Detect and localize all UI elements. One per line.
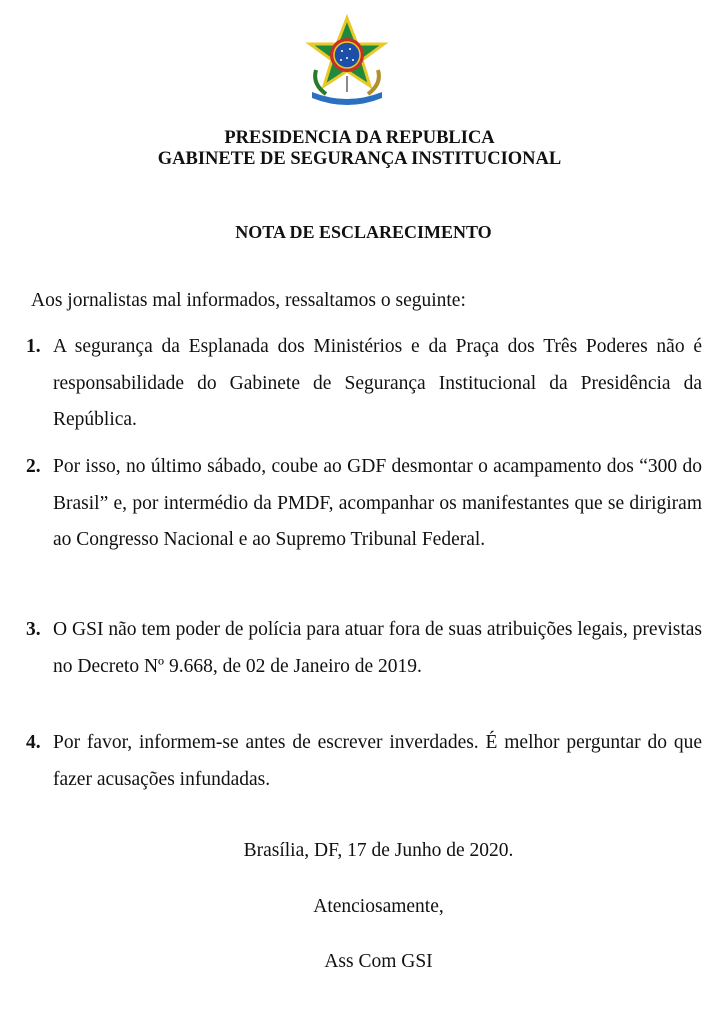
place-date-line [0,840,727,862]
list-item-1 [26,329,702,439]
header-line-cabinet: GABINETE DE SEGURANÇA INSTITUCIONAL [157,149,562,169]
list-item-number: 2. [26,456,41,477]
salutation-line [0,896,727,918]
list-item-text: O GSI não tem poder de polícia para atuar fora de suas atribuições legais, previstas no Decreto Nº 9.668, de 02 de Janeiro de 2019. [53,619,702,677]
list-item-3 [26,612,702,685]
note-title: NOTA DE ESCLARECIMENTO [235,222,492,242]
signature-line [0,951,727,973]
salutation: Atenciosamente, [313,896,444,917]
list-item-text: Por favor, informem-se antes de escrever inverdades. É melhor perguntar do que fazer acusações infundadas. [53,732,702,790]
place-date: Brasília, DF, 17 de Junho de 2020. [243,840,514,861]
list-item-text: Por isso, no último sábado, coube ao GDF desmontar o acampamento dos “300 do Brasil” e, por intermédio da PMDF, acompanhar os manifestantes que se dirigiram ao Congresso Nacional e ao Supremo Tribunal Federal. [53,456,702,550]
list-item-number: 3. [26,619,41,640]
intro-paragraph: Aos jornalistas mal informados, ressaltamos o seguinte: [31,290,466,311]
header-line-presidency: PRESIDENCIA DA REPUBLICA [224,128,495,148]
list-item-number: 4. [26,732,41,753]
signature: Ass Com GSI [324,951,433,972]
list-item-4 [26,725,702,798]
brazil-coat-of-arms-icon [302,14,392,106]
list-item-number: 1. [26,336,41,357]
list-item-text: A segurança da Esplanada dos Ministérios e da Praça dos Três Poderes não é responsabilidade do Gabinete de Segurança Institucional da Presidência da República. [53,336,702,430]
list-item-2 [26,449,702,559]
document-header [0,128,727,170]
